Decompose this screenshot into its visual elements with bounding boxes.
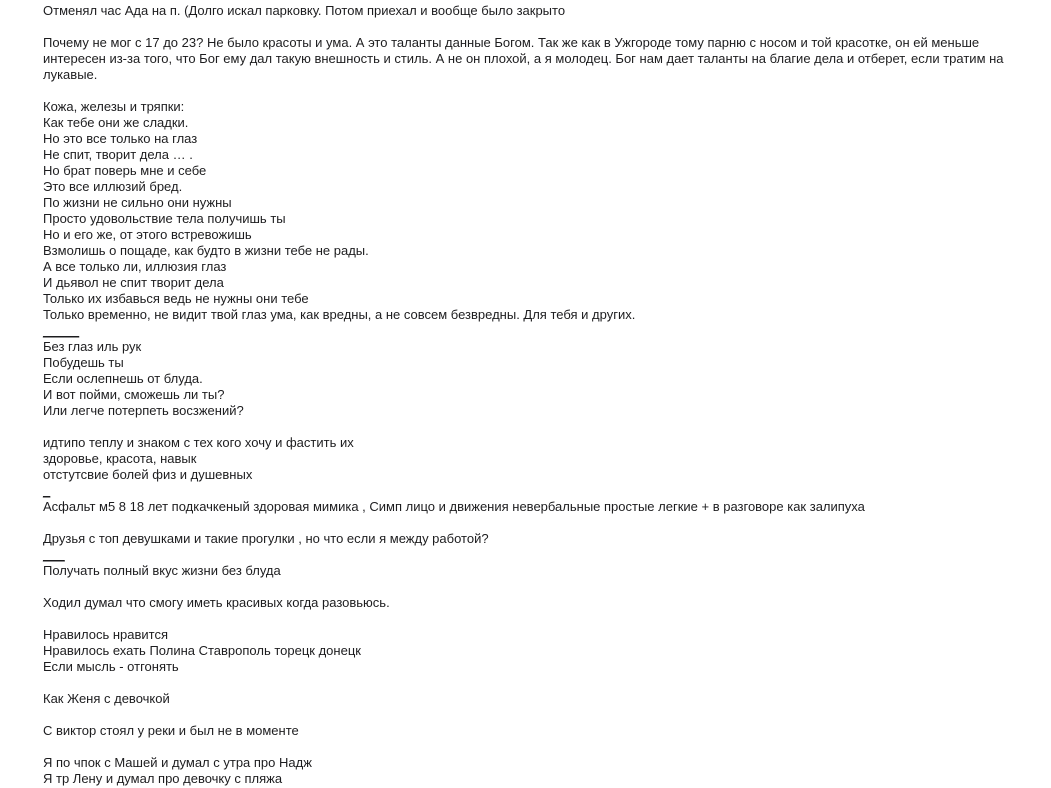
text-line: Не спит, творит дела … . [43,147,193,162]
blank-line [43,675,1043,691]
text-line: И вот пойми, сможешь ли ты? [43,387,225,402]
text-line: Я по чпок с Машей и думал с утра про Надж [43,755,312,770]
blank-line [43,419,1043,435]
text-line: Как Женя с девочкой [43,691,170,706]
blank-line [43,611,1043,627]
blank-line [43,19,1043,35]
separator-line: ___ [43,547,65,562]
text-line: Ходил думал что смогу иметь красивых когда разовьюсь. [43,595,390,610]
text-line: Или легче потерпеть восзжений? [43,403,244,418]
text-line: Если ослепнешь от блуда. [43,371,203,386]
text-line: идтипо теплу и знаком с тех кого хочу и фастить их [43,435,354,450]
text-line: отстутсвие болей физ и душевных [43,467,253,482]
blank-line [43,739,1043,755]
separator-line: _ [43,483,51,498]
text-line: Нравилось нравится [43,627,169,642]
text-line: Только их избавься ведь не нужны они тебе [43,291,309,306]
blank-line [43,579,1043,595]
blank-line [43,83,1043,99]
text-line: Взмолишь о пощаде, как будто в жизни тебе не рады. [43,243,369,258]
text-line: Получать полный вкус жизни без блуда [43,563,281,578]
text-line: Без глаз иль рук [43,339,142,354]
blank-line [43,707,1043,723]
blank-line [43,515,1043,531]
text-line: Нравилось ехать Полина Ставрополь торецк донецк [43,643,361,658]
note-body[interactable] [43,3,1043,787]
text-line: Я тр Лену и думал про девочку с пляжа [43,771,283,786]
text-line: здоровье, красота, навык [43,451,197,466]
text-line: Но это все только на глаз [43,131,198,146]
text-line: А все только ли, иллюзия глаз [43,259,227,274]
text-line: Кожа, железы и тряпки: [43,99,185,114]
text-line: Просто удовольствие тела получишь ты [43,211,286,226]
text-line: Если мысль - отгонять [43,659,179,674]
text-line: И дьявол не спит творит дела [43,275,224,290]
text-line: Побудешь ты [43,355,124,370]
text-line: Отменял час Ада на п. (Долго искал парковку. Потом приехал и вообще было закрыто [43,3,566,18]
text-line: По жизни не сильно они нужны [43,195,232,210]
text-line: Это все иллюзий бред. [43,179,183,194]
text-line: Асфальт м5 8 18 лет подкачкеный здоровая мимика , Симп лицо и движения невербальные простые легкие + в разговоре как залипуха [43,499,865,514]
text-line: Но и его же, от этого встревожишь [43,227,252,242]
text-line: Друзья с топ девушками и такие прогулки , но что если я между работой? [43,531,489,546]
text-line: Как тебе они же сладки. [43,115,189,130]
text-line: С виктор стоял у реки и был не в моменте [43,723,299,738]
text-line: Почему не мог с 17 до 23? Не было красоты и ума. А это таланты данные Богом. Так же как в Ужгороде тому парню с носом и той красотке, он ей меньше интересен из-за того, что Бог ему дал такую внешность и стиль. А не он плохой, а я молодец. Бог нам дает таланты на благие дела и отберет, если тратим на лукавые. [43,35,1008,82]
text-line: Только временно, не видит твой глаз ума, как вредны, а не совсем безвредны. Для тебя и других. [43,307,636,322]
text-line: Но брат поверь мне и себе [43,163,207,178]
separator-line: _____ [43,323,80,338]
